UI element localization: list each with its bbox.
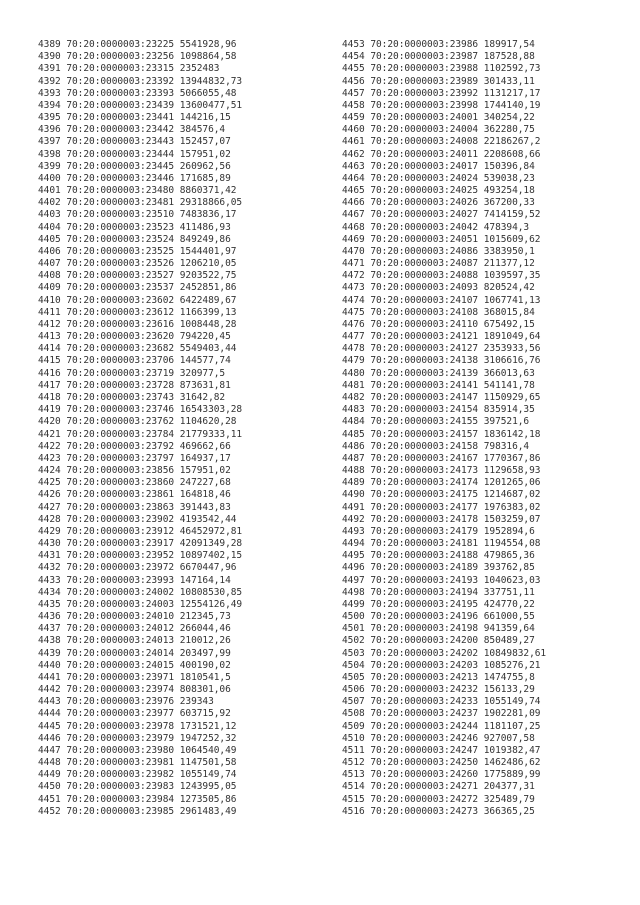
record-line: 4421 70:20:0000003:23784 21779333,11	[38, 428, 243, 440]
record-line: 4437 70:20:0000003:24012 266044,46	[38, 623, 231, 635]
record-line: 4389 70:20:0000003:23225 5541928,96	[38, 39, 237, 50]
record-line: 4501 70:20:0000003:24198 941359,64	[342, 623, 535, 635]
record-line: 4477 70:20:0000003:24121 1891049,64	[342, 331, 541, 343]
record-line: 4430 70:20:0000003:23917 42091349,28	[38, 538, 243, 550]
left-column	[38, 39, 242, 818]
record-line: 4507 70:20:0000003:24233 1055149,74	[342, 696, 541, 708]
record-line: 4494 70:20:0000003:24181 1194554,08	[342, 538, 541, 550]
record-line: 4392 70:20:0000003:23392 13944832,73	[38, 75, 243, 87]
record-line: 4436 70:20:0000003:24010 212345,73	[38, 611, 231, 623]
record-line: 4414 70:20:0000003:23682 5549403,44	[38, 343, 237, 355]
record-line: 4467 70:20:0000003:24027 7414159,52	[342, 209, 541, 221]
record-line: 4491 70:20:0000003:24177 1976383,02	[342, 501, 541, 513]
record-line: 4469 70:20:0000003:24051 1015609,62	[342, 233, 541, 245]
record-line: 4488 70:20:0000003:24173 1129658,93	[342, 465, 541, 477]
record-line: 4475 70:20:0000003:24108 368015,84	[342, 306, 535, 318]
record-line: 4390 70:20:0000003:23256 1098864,58	[38, 51, 237, 63]
record-line: 4486 70:20:0000003:24158 798316,4	[342, 440, 530, 452]
record-line: 4451 70:20:0000003:23984 1273505,86	[38, 793, 237, 805]
record-line: 4449 70:20:0000003:23982 1055149,74	[38, 769, 237, 781]
record-line: 4481 70:20:0000003:24141 541141,78	[342, 379, 535, 391]
record-line: 4454 70:20:0000003:23987 187528,88	[342, 51, 535, 63]
record-line: 4508 70:20:0000003:24237 1902281,09	[342, 708, 541, 720]
record-line: 4480 70:20:0000003:24139 366013,63	[342, 367, 535, 379]
record-line: 4435 70:20:0000003:24003 12554126,49	[38, 598, 243, 610]
record-line: 4423 70:20:0000003:23797 164937,17	[38, 452, 231, 464]
record-line: 4468 70:20:0000003:24042 478394,3	[342, 221, 530, 233]
record-line: 4415 70:20:0000003:23706 144577,74	[38, 355, 231, 367]
record-line: 4438 70:20:0000003:24013 210012,26	[38, 635, 231, 647]
record-line: 4443 70:20:0000003:23976 239343	[38, 696, 214, 708]
record-line: 4442 70:20:0000003:23974 808301,06	[38, 684, 231, 696]
record-line: 4425 70:20:0000003:23860 247227,68	[38, 477, 231, 489]
record-line: 4407 70:20:0000003:23526 1206210,05	[38, 258, 237, 270]
record-line: 4514 70:20:0000003:24271 204377,31	[342, 781, 535, 793]
record-line: 4432 70:20:0000003:23972 6670447,96	[38, 562, 237, 574]
record-line: 4431 70:20:0000003:23952 10897402,15	[38, 550, 243, 562]
record-line: 4453 70:20:0000003:23986 189917,54	[342, 39, 535, 50]
record-line: 4439 70:20:0000003:24014 203497,99	[38, 647, 231, 659]
record-line: 4483 70:20:0000003:24154 835914,35	[342, 404, 535, 416]
record-line: 4446 70:20:0000003:23979 1947252,32	[38, 732, 237, 744]
record-line: 4516 70:20:0000003:24273 366365,25	[342, 805, 535, 817]
record-line: 4411 70:20:0000003:23612 1166399,13	[38, 306, 237, 318]
record-line: 4420 70:20:0000003:23762 1104620,28	[38, 416, 237, 428]
record-line: 4513 70:20:0000003:24260 1775889,99	[342, 769, 541, 781]
record-line: 4418 70:20:0000003:23743 31642,82	[38, 391, 226, 403]
record-line: 4505 70:20:0000003:24213 1474755,8	[342, 671, 535, 683]
record-line: 4479 70:20:0000003:24138 3106616,76	[342, 355, 541, 367]
record-line: 4402 70:20:0000003:23481 29318866,05	[38, 197, 243, 209]
record-line: 4466 70:20:0000003:24026 367200,33	[342, 197, 535, 209]
record-line: 4478 70:20:0000003:24127 2353933,56	[342, 343, 541, 355]
record-line: 4489 70:20:0000003:24174 1201265,06	[342, 477, 541, 489]
record-line: 4484 70:20:0000003:24155 397521,6	[342, 416, 530, 428]
record-line: 4457 70:20:0000003:23992 1131217,17	[342, 87, 541, 99]
record-line: 4510 70:20:0000003:24246 927007,58	[342, 732, 535, 744]
record-line: 4465 70:20:0000003:24025 493254,18	[342, 185, 535, 197]
record-line: 4509 70:20:0000003:24244 1181107,25	[342, 720, 541, 732]
record-line: 4472 70:20:0000003:24088 1039597,35	[342, 270, 541, 282]
record-line: 4427 70:20:0000003:23863 391443,83	[38, 501, 231, 513]
record-line: 4399 70:20:0000003:23445 260962,56	[38, 160, 231, 172]
record-line: 4470 70:20:0000003:24086 3383950,1	[342, 245, 535, 257]
record-line: 4417 70:20:0000003:23728 873631,81	[38, 379, 231, 391]
record-line: 4445 70:20:0000003:23978 1731521,12	[38, 720, 237, 732]
record-line: 4458 70:20:0000003:23998 1744140,19	[342, 99, 541, 111]
record-line: 4397 70:20:0000003:23443 152457,07	[38, 136, 231, 148]
record-line: 4428 70:20:0000003:23902 4193542,44	[38, 513, 237, 525]
record-line: 4422 70:20:0000003:23792 469662,66	[38, 440, 231, 452]
record-line: 4461 70:20:0000003:24008 22186267,2	[342, 136, 541, 148]
record-line: 4504 70:20:0000003:24203 1085276,21	[342, 659, 541, 671]
record-line: 4424 70:20:0000003:23856 157951,02	[38, 465, 231, 477]
record-line: 4426 70:20:0000003:23861 164818,46	[38, 489, 231, 501]
record-line: 4396 70:20:0000003:23442 384576,4	[38, 124, 226, 136]
record-line: 4448 70:20:0000003:23981 1147501,58	[38, 757, 237, 769]
record-line: 4459 70:20:0000003:24001 340254,22	[342, 112, 535, 124]
record-line: 4515 70:20:0000003:24272 325489,79	[342, 793, 535, 805]
record-line: 4401 70:20:0000003:23480 8860371,42	[38, 185, 237, 197]
record-line: 4490 70:20:0000003:24175 1214687,02	[342, 489, 541, 501]
record-line: 4405 70:20:0000003:23524 849249,86	[38, 233, 231, 245]
record-line: 4412 70:20:0000003:23616 1008448,28	[38, 318, 237, 330]
record-line: 4464 70:20:0000003:24024 539038,23	[342, 172, 535, 184]
record-line: 4485 70:20:0000003:24157 1836142,18	[342, 428, 541, 440]
record-line: 4455 70:20:0000003:23988 1102592,73	[342, 63, 541, 75]
record-line: 4460 70:20:0000003:24004 362280,75	[342, 124, 535, 136]
record-line: 4433 70:20:0000003:23993 147164,14	[38, 574, 231, 586]
record-line: 4413 70:20:0000003:23620 794220,45	[38, 331, 231, 343]
record-line: 4416 70:20:0000003:23719 320977,5	[38, 367, 226, 379]
record-line: 4474 70:20:0000003:24107 1067741,13	[342, 294, 541, 306]
record-line: 4441 70:20:0000003:23971 1810541,5	[38, 671, 231, 683]
record-line: 4492 70:20:0000003:24178 1503259,07	[342, 513, 541, 525]
record-line: 4391 70:20:0000003:23315 2352483	[38, 63, 220, 75]
record-line: 4450 70:20:0000003:23983 1243995,05	[38, 781, 237, 793]
record-line: 4406 70:20:0000003:23525 1544401,97	[38, 245, 237, 257]
record-line: 4500 70:20:0000003:24196 661000,55	[342, 611, 535, 623]
record-line: 4419 70:20:0000003:23746 16543303,28	[38, 404, 243, 416]
right-column	[342, 39, 546, 818]
record-line: 4409 70:20:0000003:23537 2452851,86	[38, 282, 237, 294]
record-line: 4503 70:20:0000003:24202 10849832,61	[342, 647, 547, 659]
record-line: 4511 70:20:0000003:24247 1019382,47	[342, 744, 541, 756]
record-line: 4394 70:20:0000003:23439 13600477,51	[38, 99, 243, 111]
record-line: 4495 70:20:0000003:24188 479865,36	[342, 550, 535, 562]
record-line: 4471 70:20:0000003:24087 211377,12	[342, 258, 535, 270]
record-line: 4444 70:20:0000003:23977 603715,92	[38, 708, 231, 720]
record-line: 4499 70:20:0000003:24195 424770,22	[342, 598, 535, 610]
record-line: 4512 70:20:0000003:24250 1462486,62	[342, 757, 541, 769]
record-line: 4408 70:20:0000003:23527 9203522,75	[38, 270, 237, 282]
record-line: 4462 70:20:0000003:24011 2208608,66	[342, 148, 541, 160]
record-line: 4400 70:20:0000003:23446 171685,89	[38, 172, 231, 184]
record-line: 4463 70:20:0000003:24017 150396,84	[342, 160, 535, 172]
record-line: 4502 70:20:0000003:24200 850489,27	[342, 635, 535, 647]
record-line: 4434 70:20:0000003:24002 10808530,85	[38, 586, 243, 598]
record-line: 4447 70:20:0000003:23980 1064540,49	[38, 744, 237, 756]
record-line: 4498 70:20:0000003:24194 337751,11	[342, 586, 535, 598]
record-line: 4395 70:20:0000003:23441 144216,15	[38, 112, 231, 124]
record-line: 4493 70:20:0000003:24179 1952894,6	[342, 525, 535, 537]
record-line: 4497 70:20:0000003:24193 1040623,03	[342, 574, 541, 586]
record-line: 4506 70:20:0000003:24232 156133,29	[342, 684, 535, 696]
record-line: 4429 70:20:0000003:23912 46452972,81	[38, 525, 243, 537]
record-line: 4482 70:20:0000003:24147 1150929,65	[342, 391, 541, 403]
record-line: 4410 70:20:0000003:23602 6422489,67	[38, 294, 237, 306]
record-line: 4456 70:20:0000003:23989 301433,11	[342, 75, 535, 87]
record-line: 4403 70:20:0000003:23510 7483836,17	[38, 209, 237, 221]
record-line: 4393 70:20:0000003:23393 5066055,48	[38, 87, 237, 99]
record-line: 4452 70:20:0000003:23985 2961483,49	[38, 805, 237, 817]
record-line: 4476 70:20:0000003:24110 675492,15	[342, 318, 535, 330]
record-line: 4473 70:20:0000003:24093 820524,42	[342, 282, 535, 294]
record-line: 4398 70:20:0000003:23444 157951,02	[38, 148, 231, 160]
record-line: 4404 70:20:0000003:23523 411486,93	[38, 221, 231, 233]
record-line: 4496 70:20:0000003:24189 393762,85	[342, 562, 535, 574]
record-line: 4487 70:20:0000003:24167 1770367,86	[342, 452, 541, 464]
record-line: 4440 70:20:0000003:24015 400190,02	[38, 659, 231, 671]
